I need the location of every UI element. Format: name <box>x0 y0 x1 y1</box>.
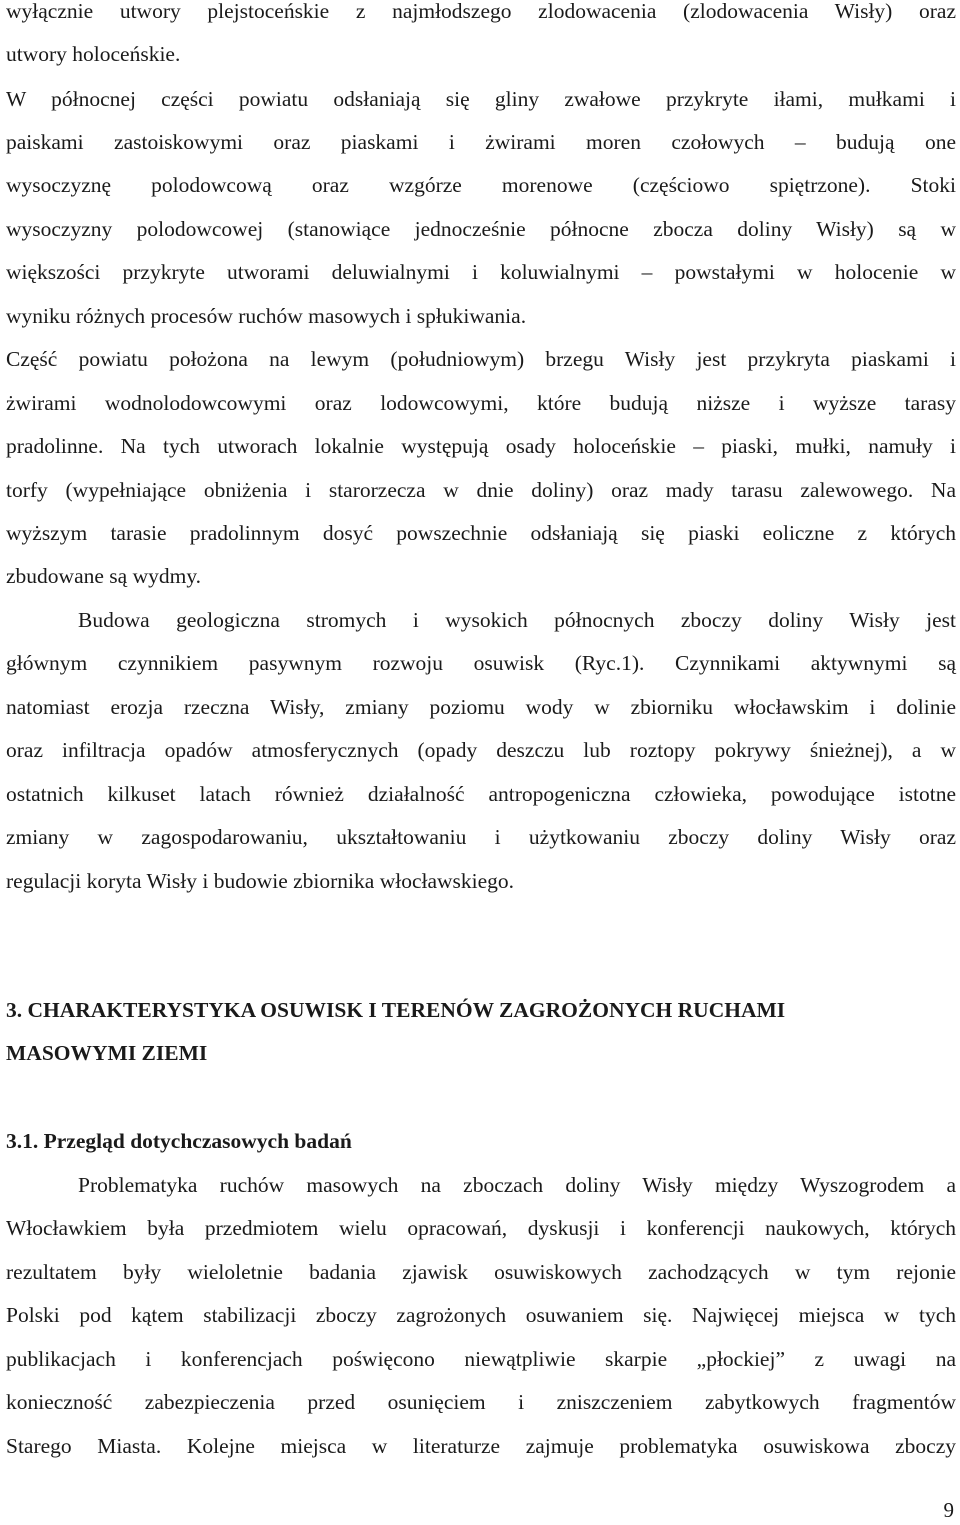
text-line: zmiany w zagospodarowaniu, ukształtowaniu i użytkowaniu zboczy doliny Wisły oraz <box>6 825 956 849</box>
text-line: natomiast erozja rzeczna Wisły, zmiany poziomu wody w zbiorniku włocławskim i dolinie <box>6 695 956 719</box>
text-line: paiskami zastoiskowymi oraz piaskami i żwirami moren czołowych – budują one <box>6 130 956 154</box>
section-heading-line: 3. CHARAKTERYSTYKA OSUWISK I TERENÓW ZAGROŻONYCH RUCHAMI <box>6 998 786 1022</box>
text-line: żwirami wodnolodowcowymi oraz lodowcowymi, które budują niższe i wyższe tarasy <box>6 391 956 415</box>
text-line: ostatnich kilkuset latach również działalność antropogeniczna człowieka, powodujące istotne <box>6 782 956 806</box>
text-line: regulacji koryta Wisły i budowie zbiornika włocławskiego. <box>6 869 515 893</box>
text-line: wysoczyznę polodowcową oraz wzgórze morenowe (częściowo spiętrzone). Stoki <box>6 173 956 197</box>
text-line: zbudowane są wydmy. <box>6 564 202 588</box>
section-heading-line: MASOWYMI ZIEMI <box>6 1041 208 1065</box>
text-line: wyniku różnych procesów ruchów masowych i spłukiwania. <box>6 304 527 328</box>
text-line: wyższym tarasie pradolinnym dosyć powszechnie odsłaniają się piaski eoliczne z których <box>6 521 956 545</box>
text-line: pradolinne. Na tych utworach lokalnie występują osady holoceńskie – piaski, mułki, namuły i <box>6 434 956 458</box>
text-line: rezultatem były wieloletnie badania zjawisk osuwiskowych zachodzących w tym rejonie <box>6 1260 956 1284</box>
text-line: Problematyka ruchów masowych na zboczach doliny Wisły między Wyszogrodem a <box>78 1173 956 1197</box>
text-line: publikacjach i konferencjach poświęcono niewątpliwie skarpie „płockiej” z uwagi na <box>6 1347 956 1371</box>
text-line: głównym czynnikiem pasywnym rozwoju osuwisk (Ryc.1). Czynnikami aktywnymi są <box>6 651 956 675</box>
text-line: utwory holoceńskie. <box>6 42 181 66</box>
page-number: 9 <box>943 1498 954 1522</box>
text-line: W północnej części powiatu odsłaniają się gliny zwałowe przykryte iłami, mułkami i <box>6 87 956 111</box>
text-line: Budowa geologiczna stromych i wysokich północnych zboczy doliny Wisły jest <box>78 608 956 632</box>
text-line: oraz infiltracja opadów atmosferycznych (opady deszczu lub roztopy pokrywy śnieżnej), a w <box>6 738 956 762</box>
text-line: wysoczyzny polodowcowej (stanowiące jednocześnie północne zbocza doliny Wisły) są w <box>6 217 956 241</box>
text-line: Część powiatu położona na lewym (południowym) brzegu Wisły jest przykryta piaskami i <box>6 347 956 371</box>
text-line: Polski pod kątem stabilizacji zboczy zagrożonych osuwaniem się. Najwięcej miejsca w tych <box>6 1303 956 1327</box>
text-line: torfy (wypełniające obniżenia i starorzecza w dnie doliny) oraz mady tarasu zalewowego. Na <box>6 478 956 502</box>
text-line: konieczność zabezpieczenia przed osunięciem i zniszczeniem zabytkowych fragmentów <box>6 1390 956 1414</box>
text-line: większości przykryte utworami deluwialnymi i koluwialnymi – powstałymi w holocenie w <box>6 260 956 284</box>
text-line: wyłącznie utwory plejstoceńskie z najmłodszego zlodowacenia (zlodowacenia Wisły) oraz <box>6 0 956 23</box>
subsection-heading: 3.1. Przegląd dotychczasowych badań <box>6 1129 352 1153</box>
text-line: Włocławkiem była przedmiotem wielu opracowań, dyskusji i konferencji naukowych, których <box>6 1216 956 1240</box>
text-line: Starego Miasta. Kolejne miejsca w literaturze zajmuje problematyka osuwiskowa zboczy <box>6 1434 956 1458</box>
